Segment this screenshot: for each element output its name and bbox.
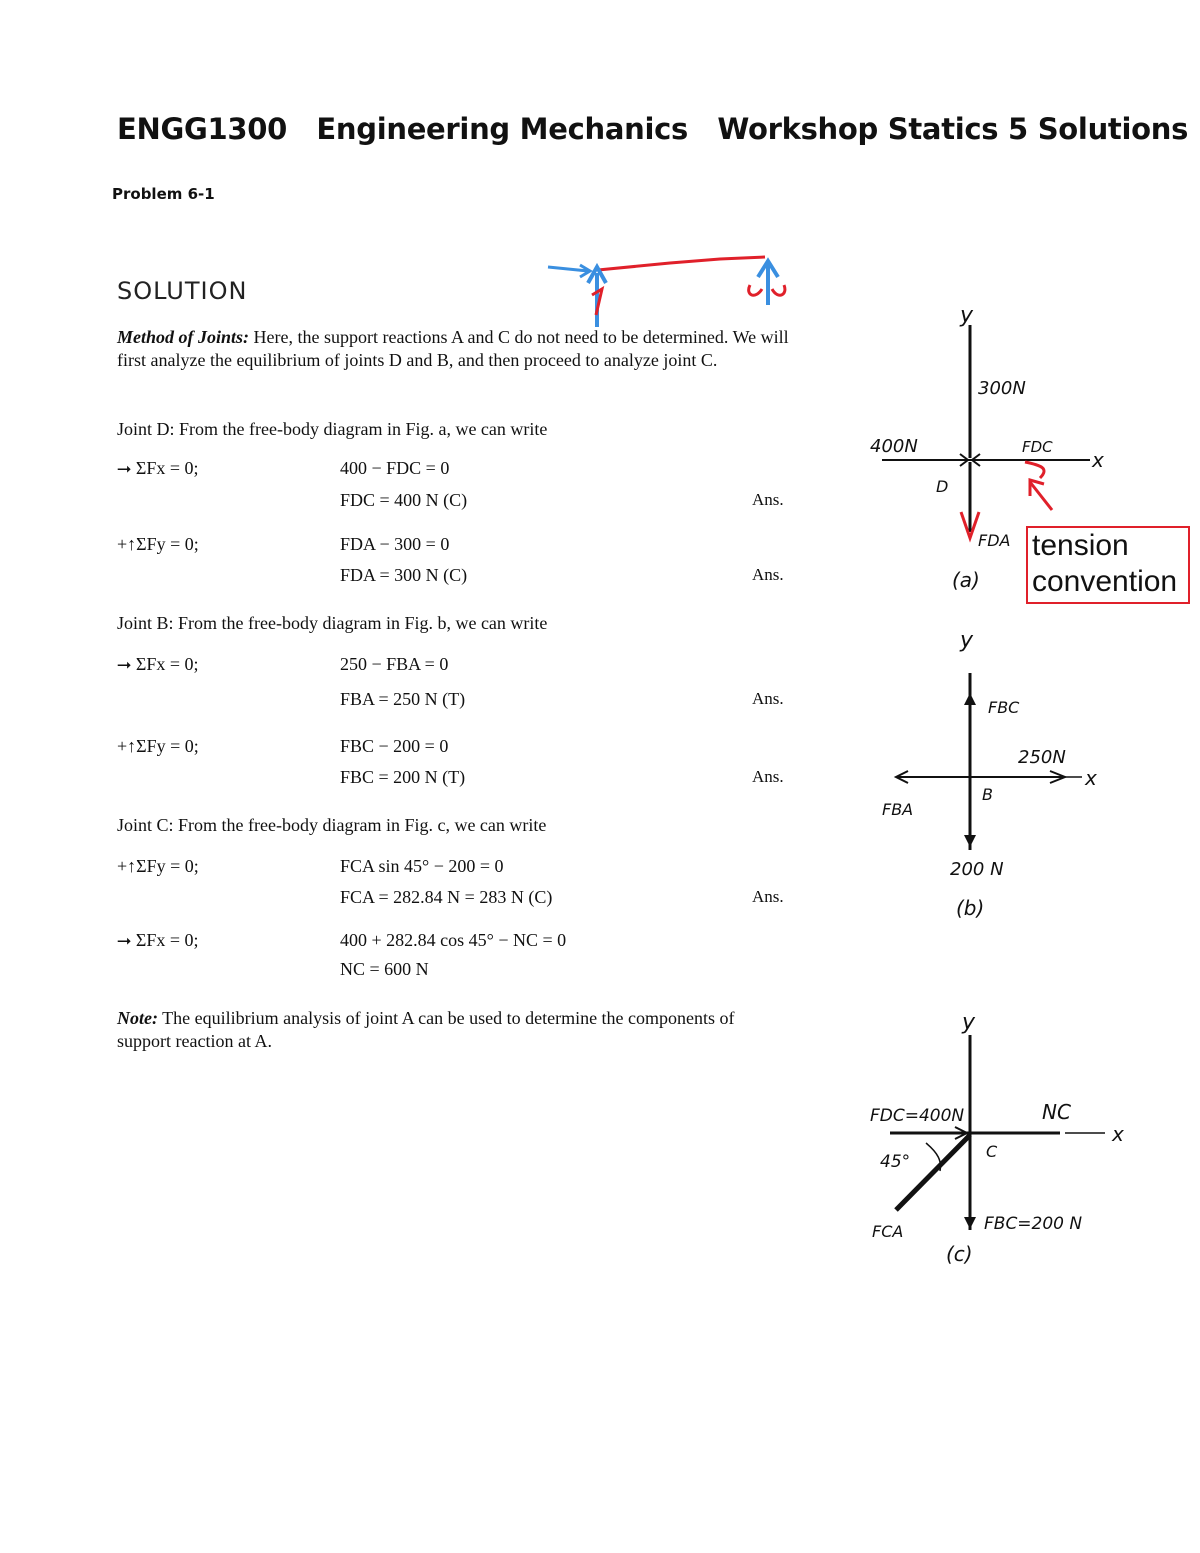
fig-c-nc: NC	[1042, 1100, 1071, 1124]
fig-b-fba: FBA	[882, 800, 914, 819]
eq-b1: 250 − FBA = 0	[340, 654, 449, 674]
eq-b3: FBC − 200 = 0	[340, 736, 449, 756]
eq-b2: FBA = 250 N (T)	[340, 689, 466, 709]
fig-c-fca: FCA	[872, 1222, 904, 1241]
eq-c4: NC = 600 N	[340, 959, 429, 979]
eq-sum-fy-d: +↑ΣFy = 0;	[117, 534, 199, 554]
red-arrow-icon	[1030, 480, 1052, 510]
fig-c-y-label: y	[962, 1010, 976, 1035]
ans-label: Ans.	[752, 887, 784, 906]
ans-label: Ans.	[752, 689, 784, 708]
eq-sum-fx-c: ⭢ ΣFx = 0;	[117, 930, 199, 950]
fig-a-fda: FDA	[978, 531, 1011, 550]
fig-a-400n: 400N	[870, 436, 918, 457]
note-text: The equilibrium analysis of joint A can be used to determine the components of support reaction at A.	[117, 1008, 735, 1051]
eq-d4: FDA = 300 N (C)	[340, 565, 468, 585]
arrow-fbc-icon	[964, 1217, 976, 1229]
fig-c-caption: (c)	[946, 1242, 973, 1266]
fig-c-angle: 45°	[880, 1152, 911, 1172]
eq-d2: FDC = 400 N (C)	[340, 490, 468, 510]
fig-a-y-label: y	[960, 303, 974, 328]
eq-d1: 400 − FDC = 0	[340, 458, 450, 478]
red-curve-icon	[1025, 462, 1044, 478]
arrow-200n-icon	[964, 835, 976, 847]
eq-sum-fx-d: ⭢ ΣFx = 0;	[117, 458, 199, 478]
joint-d-heading: Joint D: From the free-body diagram in Fig. a, we can write	[117, 419, 548, 439]
fig-b-y-label: y	[960, 628, 974, 653]
note-paragraph	[117, 1007, 789, 1053]
figure-c	[860, 1005, 1140, 1275]
arrow-fbc-icon	[964, 693, 976, 705]
fig-b-200n: 200 N	[950, 859, 1004, 880]
arrow-400n-icon	[956, 454, 968, 466]
eq-sum-fy-c: +↑ΣFy = 0;	[117, 856, 199, 876]
fig-a-fdc: FDC	[1022, 438, 1053, 456]
eq-sum-fy-b: +↑ΣFy = 0;	[117, 736, 199, 756]
page-title: ENGG1300 Engineering Mechanics Workshop Statics 5 Solutions	[117, 112, 1189, 146]
fig-a-caption: (a)	[952, 568, 980, 592]
red-connector-line	[598, 257, 765, 270]
eq-d3: FDA − 300 = 0	[340, 534, 450, 554]
eq-c3: 400 + 282.84 cos 45° − NC = 0	[340, 930, 567, 950]
fig-a-joint: D	[936, 477, 949, 496]
eq-c2: FCA = 282.84 N = 283 N (C)	[340, 887, 553, 907]
note-bold: Note:	[117, 1008, 158, 1028]
label-line-2: convention	[1032, 565, 1178, 598]
fig-b-fbc: FBC	[988, 698, 1020, 717]
fca-member	[896, 1135, 970, 1210]
fig-c-fdc: FDC=400N	[870, 1106, 965, 1126]
blue-arrow-icon	[548, 265, 590, 277]
intro-text: Here, the support reactions A and C do not need to be determined. We will first analyze the equilibrium of joints D and B, and then proceed to analyze joint C.	[117, 327, 789, 370]
fig-b-caption: (b)	[956, 896, 985, 920]
eq-sum-fx-b: ⭢ ΣFx = 0;	[117, 654, 199, 674]
eq-b4: FBC = 200 N (T)	[340, 767, 466, 787]
blue-up-arrow-icon	[588, 267, 606, 327]
problem-number: Problem 6-1	[112, 185, 215, 203]
solution-heading: SOLUTION	[117, 277, 248, 305]
fig-c-joint: C	[986, 1142, 998, 1161]
intro-bold: Method of Joints:	[117, 327, 250, 347]
fig-a-x-label: x	[1092, 448, 1104, 472]
eq-c1: FCA sin 45° − 200 = 0	[340, 856, 504, 876]
fig-c-fbc: FBC=200 N	[984, 1214, 1083, 1234]
fig-b-250n: 250N	[1018, 747, 1066, 768]
label-line-1: tension	[1032, 529, 1129, 562]
fig-b-joint: B	[982, 785, 993, 804]
fig-c-x-label: x	[1112, 1122, 1124, 1146]
annotation-sketch	[540, 245, 800, 335]
tension-convention-label	[1026, 526, 1190, 604]
ans-label: Ans.	[752, 565, 784, 584]
joint-b-heading: Joint B: From the free-body diagram in Fig. b, we can write	[117, 613, 548, 633]
fig-a-300n: 300N	[978, 378, 1026, 399]
arrow-fdc-icon	[972, 454, 995, 466]
ans-label: Ans.	[752, 490, 784, 509]
ans-label: Ans.	[752, 767, 784, 786]
joint-c-heading: Joint C: From the free-body diagram in Fig. c, we can write	[117, 815, 547, 835]
figure-b	[860, 625, 1120, 925]
fig-b-x-label: x	[1085, 766, 1097, 790]
blue-up-arrow-icon	[758, 261, 778, 305]
